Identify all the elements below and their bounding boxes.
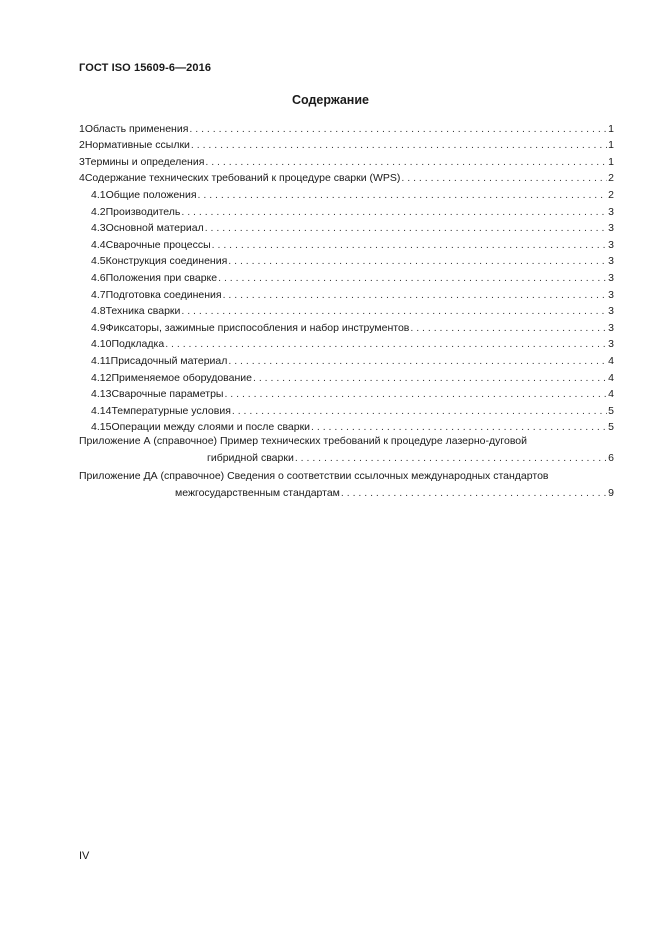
- dot-leader: [401, 172, 607, 185]
- section-title: Производитель: [105, 205, 181, 218]
- toc-entry[interactable]: [79, 318, 614, 335]
- page-ref: 9: [608, 487, 614, 500]
- section-title: Конструкция соединения: [105, 255, 228, 268]
- toc-entry[interactable]: [79, 302, 614, 319]
- section-title: Основной материал: [105, 222, 204, 235]
- section-number: 4.12: [91, 371, 112, 384]
- toc-entry[interactable]: [79, 119, 614, 136]
- page-title: Содержание: [291, 93, 369, 107]
- dot-leader: [191, 139, 607, 152]
- page-ref: 3: [608, 271, 614, 284]
- page-ref: 3: [608, 288, 614, 301]
- section-number: 4.1: [91, 188, 106, 201]
- appendix-title-end: межгосударственным стандартам: [175, 487, 340, 500]
- dot-leader: [218, 272, 607, 285]
- page-ref: 1: [608, 155, 614, 168]
- dot-leader: [228, 355, 607, 368]
- dot-leader: [223, 289, 608, 302]
- section-number: 4.14: [91, 404, 112, 417]
- table-of-contents: [79, 119, 614, 500]
- appendix-title-continuation: [79, 449, 614, 465]
- dot-leader: [224, 388, 607, 401]
- dot-leader: [198, 189, 608, 202]
- footer-page-number: IV: [79, 850, 90, 862]
- dot-leader: [205, 222, 607, 235]
- page-ref: 3: [608, 321, 614, 334]
- section-title: Нормативные ссылки: [84, 139, 190, 152]
- page-ref: 1: [608, 122, 614, 135]
- dot-leader: [165, 338, 607, 351]
- dot-leader: [228, 255, 607, 268]
- section-title: Термины и определения: [84, 155, 205, 168]
- page-ref: 3: [608, 255, 614, 268]
- appendix-title-line: Приложение ДА (справочное) Сведения о соответствии ссылочных международных стандартов: [79, 470, 549, 483]
- toc-entry[interactable]: [79, 368, 614, 385]
- section-number: 4.10: [91, 338, 112, 351]
- section-number: 1: [79, 122, 85, 135]
- section-number: 4.7: [91, 288, 106, 301]
- section-number: 4.13: [91, 388, 112, 401]
- standard-code: ГОСТ ISO 15609-6—2016: [79, 62, 212, 74]
- section-number: 4.5: [91, 255, 106, 268]
- page-ref: 4: [608, 354, 614, 367]
- page-ref: 5: [608, 421, 614, 434]
- section-title: Подкладка: [111, 338, 165, 351]
- section-number: 4.15: [91, 421, 112, 434]
- dot-leader: [232, 405, 607, 418]
- section-title: Применяемое оборудование: [111, 371, 252, 384]
- toc-entry[interactable]: [79, 219, 614, 236]
- dot-leader: [181, 305, 607, 318]
- page-ref: 2: [608, 188, 614, 201]
- dot-leader: [212, 239, 607, 252]
- page-ref: 3: [608, 205, 614, 218]
- section-title: Техника сварки: [105, 305, 181, 318]
- section-title: Присадочный материал: [110, 354, 228, 367]
- section-title: Температурные условия: [111, 404, 231, 417]
- dot-leader: [181, 206, 607, 219]
- dot-leader: [205, 156, 607, 169]
- section-number: 4.6: [91, 271, 106, 284]
- section-number: 4.9: [91, 321, 106, 334]
- section-title: Сварочные параметры: [111, 388, 224, 401]
- toc-entry[interactable]: [79, 418, 614, 435]
- dot-leader: [253, 372, 607, 385]
- dot-leader: [189, 123, 607, 136]
- appendix-title-line: Приложение А (справочное) Пример технических требований к процедуре лазерно-дуговой: [79, 435, 527, 448]
- page-ref: 1: [608, 139, 614, 152]
- page-ref: 5: [608, 404, 614, 417]
- section-title: Сварочные процессы: [105, 238, 211, 251]
- toc-entry[interactable]: [79, 268, 614, 285]
- dot-leader: [295, 452, 607, 465]
- page-ref: 3: [608, 338, 614, 351]
- page-ref: 3: [608, 238, 614, 251]
- section-number: 4.11: [91, 354, 111, 367]
- section-title: Общие положения: [105, 188, 197, 201]
- section-title: Содержание технических требований к процедуре сварки (WPS): [84, 172, 401, 185]
- section-title: Область применения: [84, 122, 189, 135]
- page-ref: 3: [608, 222, 614, 235]
- dot-leader: [410, 322, 607, 335]
- toc-entry[interactable]: [79, 152, 614, 169]
- section-number: 4.3: [91, 222, 106, 235]
- toc-entry[interactable]: [79, 335, 614, 352]
- page-ref: 4: [608, 388, 614, 401]
- page-ref: 3: [608, 305, 614, 318]
- section-title: Фиксаторы, зажимные приспособления и набор инструментов: [105, 321, 410, 334]
- section-number: 3: [79, 155, 85, 168]
- section-title: Операции между слоями и после сварки: [111, 421, 311, 434]
- toc-entries: [79, 119, 614, 434]
- appendix-title-end: гибридной сварки: [207, 452, 294, 465]
- section-number: 4.8: [91, 305, 106, 318]
- dot-leader: [311, 421, 607, 434]
- section-number: 4: [79, 172, 85, 185]
- toc-appendix-da[interactable]: [79, 469, 614, 500]
- toc-entry[interactable]: [79, 385, 614, 402]
- page-ref: 4: [608, 371, 614, 384]
- toc-entry[interactable]: [79, 185, 614, 202]
- section-number: 2: [79, 139, 85, 152]
- toc-entry[interactable]: [79, 252, 614, 269]
- toc-entry[interactable]: [79, 351, 614, 368]
- dot-leader: [341, 487, 607, 500]
- toc-entry[interactable]: [79, 169, 614, 186]
- toc-entry[interactable]: [79, 285, 614, 302]
- toc-entry[interactable]: [79, 235, 614, 252]
- toc-entry[interactable]: [79, 202, 614, 219]
- toc-entry[interactable]: [79, 401, 614, 418]
- section-number: 4.4: [91, 238, 106, 251]
- section-title: Подготовка соединения: [105, 288, 222, 301]
- appendix-title-continuation: [79, 484, 614, 500]
- page-ref: 6: [608, 452, 614, 465]
- page-ref: 2: [608, 172, 614, 185]
- toc-appendix-a[interactable]: [79, 434, 614, 465]
- section-number: 4.2: [91, 205, 106, 218]
- toc-entry[interactable]: [79, 136, 614, 153]
- section-title: Положения при сварке: [105, 271, 218, 284]
